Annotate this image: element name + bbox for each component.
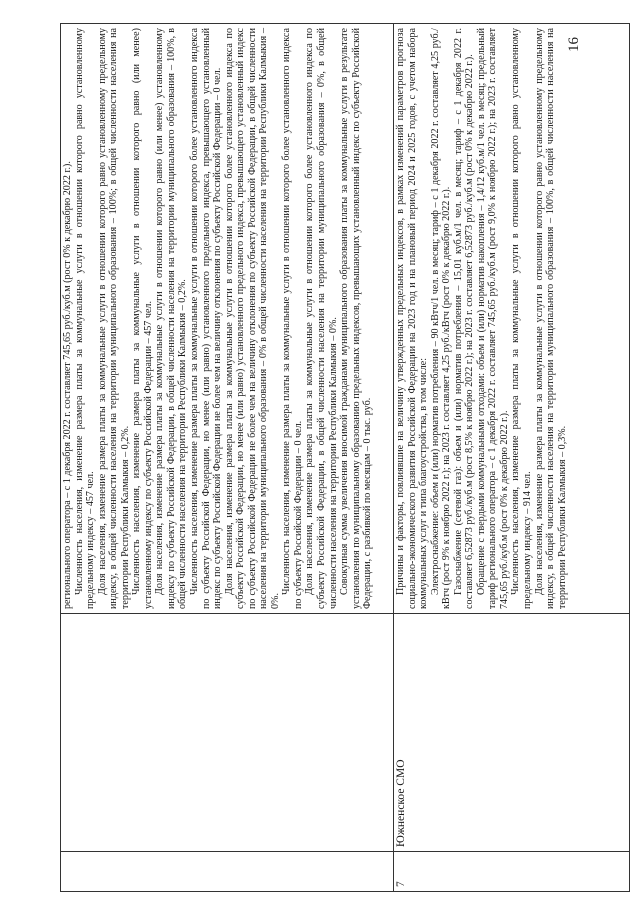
page-number: 16 bbox=[566, 37, 582, 52]
municipal-indices-table bbox=[60, 23, 630, 892]
table-row bbox=[61, 24, 394, 892]
municipality-name-cell bbox=[61, 614, 394, 852]
paragraph: Доля населения, изменение размера платы за коммунальные услуги в отношении которого равно установленному предельному индексу, в общей численности населения на территории муниципального образования – 100%; в общей численности населения на территории Республики Калмыкия – 0,2%. bbox=[96, 28, 131, 609]
paragraph: Доля населения, изменение размера платы за коммунальные услуги в отношении которого равно (или менее) установленному индексу по субъекту Российской Федерации, в общей численности населения на территории муниципального образования – 100%, в общей численности населения на территории Республики Калмыкия – 0,2%. bbox=[154, 28, 189, 609]
row-number-cell bbox=[61, 852, 394, 892]
paragraph: Совокупная сумма увеличения вносимой гражданами муниципального образования платы за коммунальные услуги в результате установления по муниципальному образованию предельных индексов, превышающих установленный индекс по субъекту Российской Федерации, с разбивкой по месяцам – 0 тыс. руб. bbox=[339, 28, 374, 609]
row-number-cell: 7 bbox=[394, 852, 630, 892]
paragraph: Причины и факторы, повлиявшие на величину утвержденных предельных индексов, в рамках изменений параметров прогноза социально-экономического развития Российской Федерации на 2023 год и на плановый период 2024 и 2025 годов, с учетом набора коммунальных услуг и типа благоустройства, в том числе: bbox=[395, 28, 430, 609]
paragraph: Электроснабжение: объем и (или) норматив потребления – 90 кВтч/1 чел. в месяц; тариф – с 1 декабря 2022 г. составляет 4,25 руб./кВтч (рост 9% к ноябрю 2022 г.); на 2023 г. составляет 4,25 руб./кВтч (рост 0% к декабрю 2022 г.). bbox=[429, 28, 453, 609]
paragraph: Численность населения, изменение размера платы за коммунальные услуги в отношении которого равно (или менее) установленному индексу по субъекту Российской Федерации – 457 чел. bbox=[131, 28, 154, 609]
paragraph: Численность населения, изменение размера платы за коммунальные услуги в отношении которого более установленного индекса по субъекту Российской Федерации – 0 чел. bbox=[281, 28, 304, 609]
paragraph: Доля населения, изменение размера платы за коммунальные услуги в отношении которого более установленного индекса по субъекту Российской Федерации, но менее (или равно) установленного предельного индекса, превышающего установленный индекс по субъекту Российской Федерации не более чем на величину отклонения по субъекту Российской Федерации, в общей численности населения на территории муниципального образования – 0% в общей численности населения на территории Республики Калмыкия – 0%. bbox=[223, 28, 281, 609]
description-cell bbox=[61, 24, 394, 614]
municipality-name-cell: Южненское СМО bbox=[394, 614, 630, 852]
description-cell bbox=[394, 24, 630, 614]
paragraph: Доля населения, изменение размера платы за коммунальные услуги в отношении которого равно установленному предельному индексу, в общей численности населения на территории муниципального образования – 100%, в общей численности населения на территории Республики Калмыкия – 0,3%. bbox=[533, 28, 568, 609]
paragraph: регионального оператора – с 1 декабря 2022 г. составляет 745,65 руб./куб.м (рост 0% к декабрю 2022 г.). bbox=[62, 161, 73, 609]
paragraph: Численность населения, изменение размера платы за коммунальные услуги в отношении которого равно установленному предельному индексу – 457 чел. bbox=[73, 28, 97, 609]
paragraph: Обращение с твердыми коммунальными отходами: объем и (или) норматив накопления – 1,4/12 куб.м/1 чел. в месяц; предельный тариф регионального оператора – с 1 декабря 2022 г. составляет 745,65 руб./куб.м (рост 9,0% к ноябрю 2022 г.); на 2023 г. составляет 745,65 руб./куб.м (рост 0% к декабрю 2022 г.). bbox=[475, 28, 510, 609]
paragraph: Численность населения, изменение размера платы за коммунальные услуги в отношении которого более установленного индекса по субъекту Российской Федерации, но менее (или равно) установленного предельного индекса, превышающего установленный индекс по субъекту Российской Федерации не более чем на величину отклонения по субъекту Российской Федерации – 0 чел. bbox=[189, 28, 224, 609]
paragraph: Численность населения, изменение размера платы за коммунальные услуги в отношении которого равно установленному предельному индексу – 914 чел. bbox=[510, 28, 534, 609]
table-row bbox=[394, 24, 630, 892]
paragraph: Газоснабжение (сетевой газ): объем и (или) норматив потребления – 15,01 куб.м/1 чел. в месяц; тариф – с 1 декабря 2022 г. составляет 6,52873 руб./куб.м (рост 8,5% к ноябрю 2022 г.); на 2023 г. составляет 6,52873 руб./куб.м (рост 0% к декабрю 2022 г.). bbox=[452, 28, 476, 609]
paragraph: Доля населения, изменение размера платы за коммунальные услуги в отношении которого более установленного индекса по субъекту Российской Федерации, в общей численности населения на территории муниципального образования – 0%, в общей численности населения на территории Республики Калмыкия – 0%. bbox=[304, 28, 339, 609]
